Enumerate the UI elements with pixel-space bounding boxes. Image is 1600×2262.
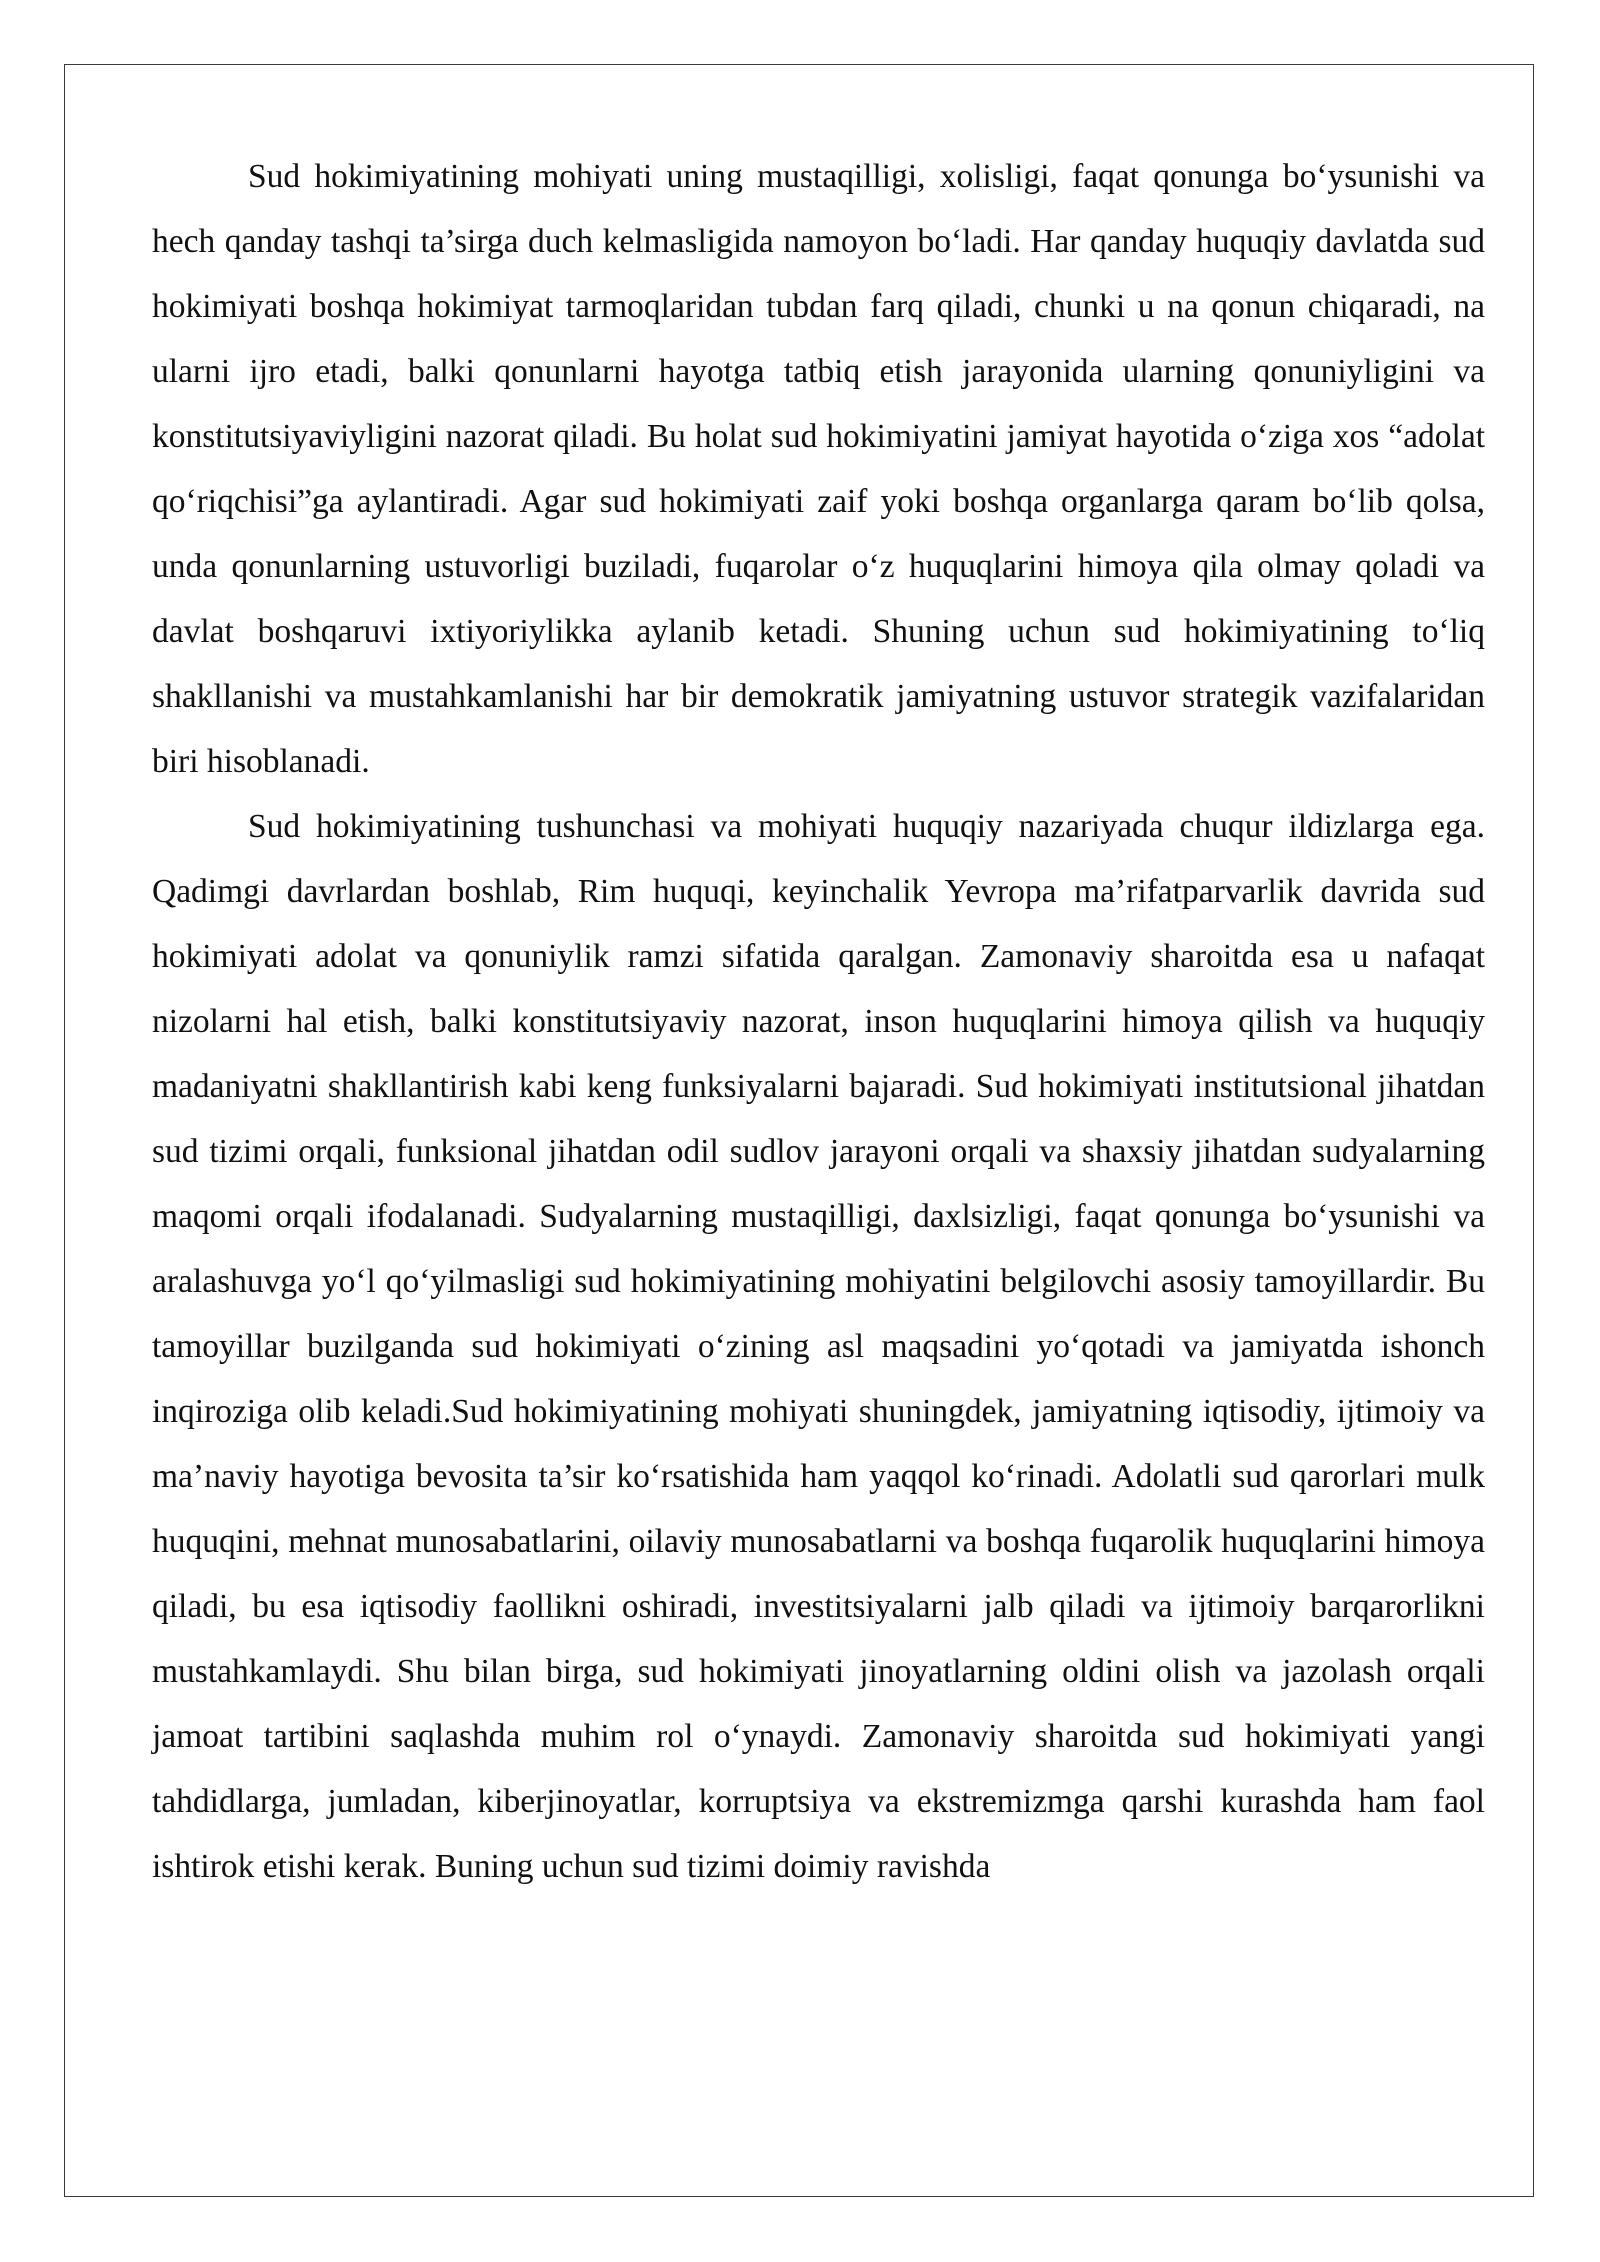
document-body [152, 144, 1485, 1899]
paragraph-1: Sud hokimiyatining mohiyati uning mustaqilligi, xolisligi, faqat qonunga bo‘ysunishi va hech qanday tashqi ta’sirga duch kelmasligida namoyon bo‘ladi. Har qanday huquqiy davlatda sud hokimiyati boshqa hokimiyat tarmoqlaridan tubdan farq qiladi, chunki u na qonun chiqaradi, na ularni ijro etadi, balki qonunlarni hayotga tatbiq etish jarayonida ularning qonuniyligini va konstitutsiyaviyligini nazorat qiladi. Bu holat sud hokimiyatini jamiyat hayotida o‘ziga xos “adolat qo‘riqchisi”ga aylantiradi. Agar sud hokimiyati zaif yoki boshqa organlarga qaram bo‘lib qolsa, unda qonunlarning ustuvorligi buziladi, fuqarolar o‘z huquqlarini himoya qila olmay qoladi va davlat boshqaruvi ixtiyoriylikka aylanib ketadi. Shuning uchun sud hokimiyatining to‘liq shakllanishi va mustahkamlanishi har bir demokratik jamiyatning ustuvor strategik vazifalaridan biri hisoblanadi. [152, 158, 1485, 780]
paragraph-2: Sud hokimiyatining tushunchasi va mohiyati huquqiy nazariyada chuqur ildizlarga ega. Qadimgi davrlardan boshlab, Rim huquqi, keyinchalik Yevropa ma’rifatparvarlik davrida sud hokimiyati adolat va qonuniylik ramzi sifatida qaralgan. Zamonaviy sharoitda esa u nafaqat nizolarni hal etish, balki konstitutsiyaviy nazorat, inson huquqlarini himoya qilish va huquqiy madaniyatni shakllantirish kabi keng funksiyalarni bajaradi. Sud hokimiyati institutsional jihatdan sud tizimi orqali, funksional jihatdan odil sudlov jarayoni orqali va shaxsiy jihatdan sudyalarning maqomi orqali ifodalanadi. Sudyalarning mustaqilligi, daxlsizligi, faqat qonunga bo‘ysunishi va aralashuvga yo‘l qo‘yilmasligi sud hokimiyatining mohiyatini belgilovchi asosiy tamoyillardir. Bu tamoyillar buzilganda sud hokimiyati o‘zining asl maqsadini yo‘qotadi va jamiyatda ishonch inqiroziga olib keladi.Sud hokimiyatining mohiyati shuningdek, jamiyatning iqtisodiy, ijtimoiy va ma’naviy hayotiga bevosita ta’sir ko‘rsatishida ham yaqqol ko‘rinadi. Adolatli sud qarorlari mulk huquqini, mehnat munosabatlarini, oilaviy munosabatlarni va boshqa fuqarolik huquqlarini himoya qiladi, bu esa iqtisodiy faollikni oshiradi, investitsiyalarni jalb qiladi va ijtimoiy barqarorlikni mustahkamlaydi. Shu bilan birga, sud hokimiyati jinoyatlarning oldini olish va jazolash orqali jamoat tartibini saqlashda muhim rol o‘ynaydi. Zamonaviy sharoitda sud hokimiyati yangi tahdidlarga, jumladan, kiberjinoyatlar, korruptsiya va ekstremizmga qarshi kurashda ham faol ishtirok etishi kerak. Buning uchun sud tizimi doimiy ravishda [152, 808, 1485, 1885]
